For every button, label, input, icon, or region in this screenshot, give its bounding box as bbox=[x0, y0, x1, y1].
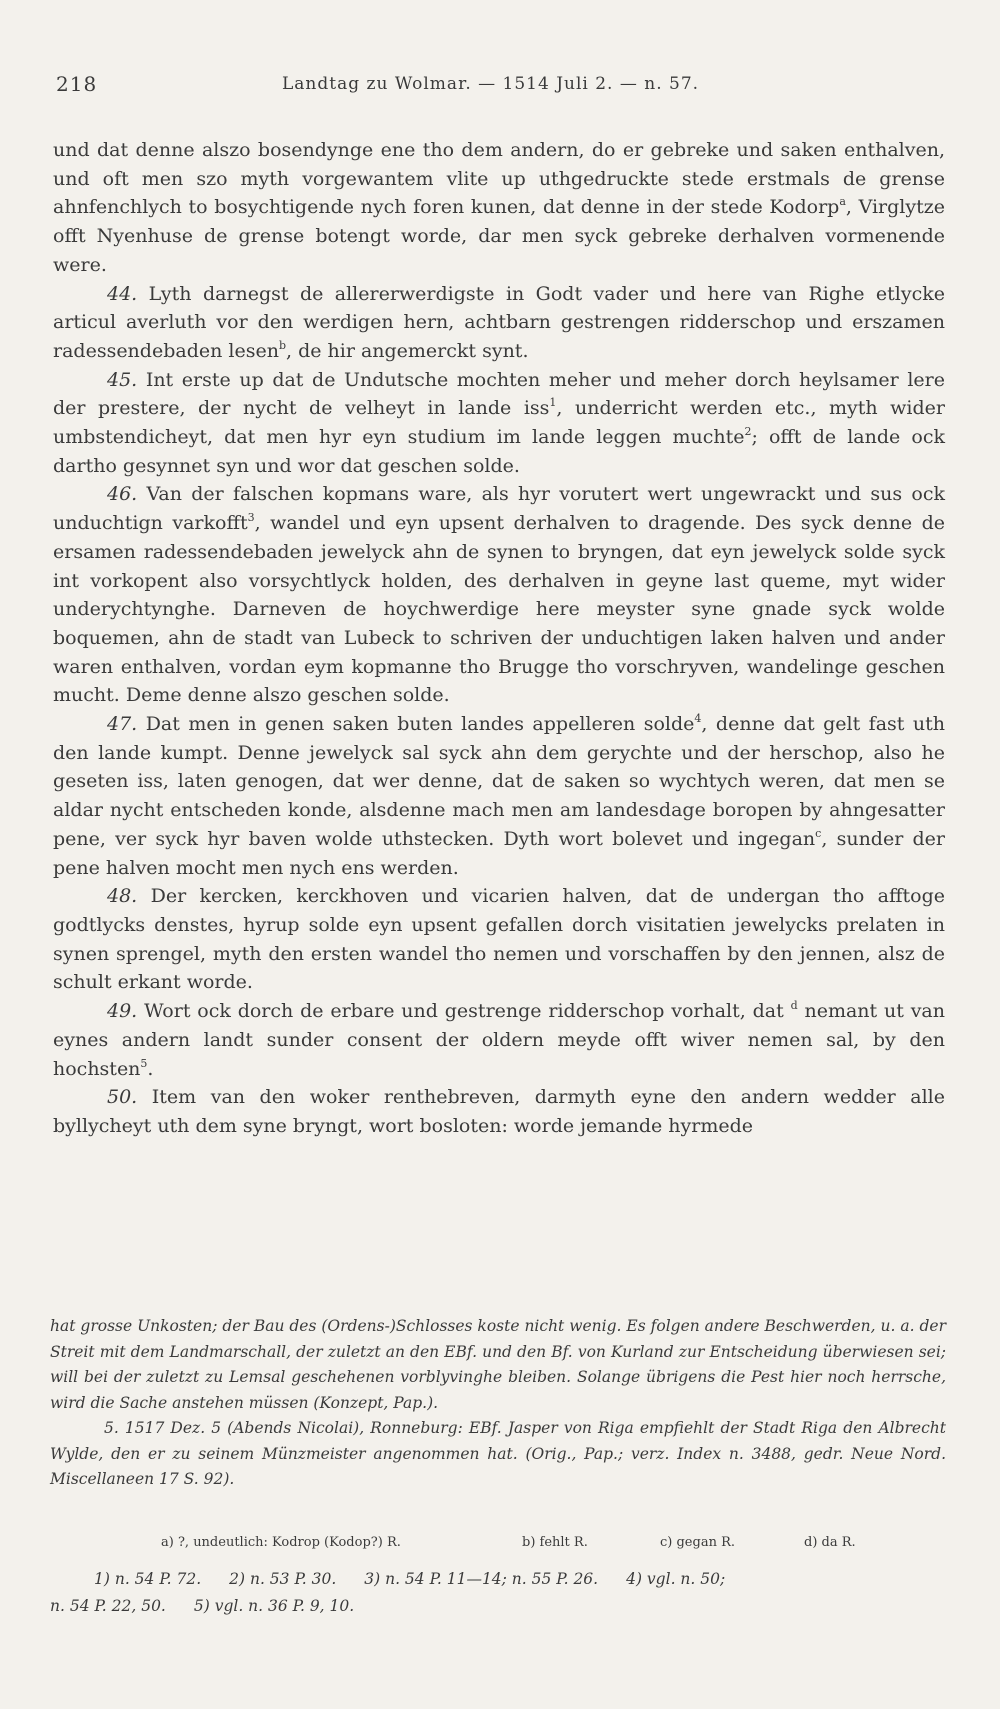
article-number: 49. bbox=[107, 1000, 138, 1023]
editorial-note bbox=[50, 1314, 946, 1493]
apparatus-mark: b bbox=[278, 338, 286, 352]
article-44: 44. Lyth darnegst de allererwerdigste in Godt vader und here van Righe etlycke articul averluth vor den werdigen hern, achtbarn gestrengen ridderschop und erszamen radessendebaden lesen$^b$, de hir angemerckt synt. bbox=[53, 282, 945, 362]
footnote-2: 2) n. 53 P. 30. bbox=[229, 1570, 337, 1588]
footnotes bbox=[50, 1566, 946, 1620]
article-49: 49. Wort ock dorch de erbare und gestrenge ridderschop vorhalt, dat $^d$ nemant ut van eynes andern landt sunder consent der oldern meyde offt wiver nemen sal, by den hochsten$^5$. bbox=[53, 999, 945, 1080]
article-48: 48. Der kercken, kerckhoven und vicarien halven, dat de undergan tho afftoge godtlycks denstes, hyrup solde eyn upsent gefallen dorch visitatien jewelycks prelaten in synen sprengel, myth den ersten wandel tho nemen und vorschaffen by den jennen, alsz de schult erkant worde. bbox=[53, 885, 945, 994]
note-item-5: 5. 1517 Dez. 5 (Abends Nicolai), Ronneburg: EBf. Jasper von Riga empfiehlt der Stadt Riga den Albrecht Wylde, den er zu seinem Münzmeister angenommen hat. (Orig., Pap.; verz. Index n. 3488, gedr. Neue Nord. Miscellaneen 17 S. 92). bbox=[50, 1419, 946, 1488]
intro-paragraph: und dat denne alszo bosendynge ene tho dem andern, do er gebreke und saken enthalven, und oft men szo myth vorgewantem vlite up uthgedruckte stede erstmals de grense ahnfenchlych to bosychtigende nych foren kunen, dat denne in der stede Kodorp$^a$, Virglytze offt Nyenhuse de grense botengt worde, dar men syck gebreke derhalven vormenende were. bbox=[53, 139, 945, 276]
article-number: 50. bbox=[107, 1086, 138, 1109]
article-46: 46. Van der falschen kopmans ware, als hyr vorutert wert ungewrackt und sus ock unduchtign varkofft$^3$, wandel und eyn upsent derhalven to dragende. Des syck denne de ersamen radessendebaden jewelyck ahn de synen to bryngen, dat eyn jewelyck solde syck int vorkopent also vorsychtlyck holden, des derhalven in geyne last queme, myt wider underychtynghe. Darneven de hoychwerdige here meyster syne gnade syck wolde boquemen, ahn de stadt van Lubeck to schriven der unduchtigen laken halven und ander waren enthalven, vordan eym kopmanne tho Brugge tho vorschryven, wandelinge geschen mucht. Deme denne alszo geschen solde. bbox=[53, 483, 945, 707]
footnote-mark: 1 bbox=[549, 396, 557, 410]
note-continuation: hat grosse Unkosten; der Bau des (Ordens-)Schlosses koste nicht wenig. Es folgen andere Beschwerden, u. a. der Streit mit dem Landmarschall, der zuletzt an den EBf. und den Bf. von Kurland zur Entscheidung überwiesen sei; will bei der zuletzt zu Lemsal geschehenen vorblyvinghe bleiben. Solange übrigens die Pest hier noch herrsche, wird die Sache anstehen müssen (Konzept, Pap.). bbox=[50, 1317, 946, 1412]
article-50: 50. Item van den woker renthebreven, darmyth eyne den andern wedder alle byllycheyt uth dem syne bryngt, wort bosloten: worde jemande hyrmede bbox=[53, 1086, 945, 1137]
footnote-3: 3) n. 54 P. 11—14; n. 55 P. 26. bbox=[364, 1570, 599, 1588]
footnote-mark: 3 bbox=[247, 511, 255, 525]
footnote-line-2 bbox=[50, 1593, 946, 1620]
apparatus-note-b: b) fehlt R. bbox=[522, 1535, 588, 1550]
page-number: 218 bbox=[56, 72, 98, 96]
critical-apparatus bbox=[56, 1535, 946, 1557]
apparatus-note-d: d) da R. bbox=[804, 1535, 856, 1550]
article-number: 45. bbox=[107, 368, 138, 391]
article-45: 45. Int erste up dat de Undutsche mochten meher und meher dorch heylsamer lere der prestere, der nycht de velheyt in lande iss$^1$, underricht werden etc., myth wider umbstendicheyt, dat men hyr eyn studium im lande leggen muchte$^2$; offt de lande ock dartho gesynnet syn und wor dat geschen solde. bbox=[53, 368, 945, 477]
page-header bbox=[56, 72, 946, 104]
footnote-1: 1) n. 54 P. 72. bbox=[94, 1570, 202, 1588]
article-47: 47. Dat men in genen saken buten landes appelleren solde$^4$, denne dat gelt fast uth den lande kumpt. Denne jewelyck sal syck ahn dem gerychte und der herschop, also he geseten iss, laten genogen, dat wer denne, dat de saken so wychtych weren, dat men se aldar nycht entscheden konde, alsdenne mach men am landesdage boropen by ahngesatter pene, ver syck hyr baven wolde uthstecken. Dyth wort bolevet und ingegan$^c$, sunder der pene halven mocht men nych ens werden. bbox=[53, 712, 945, 879]
running-title: Landtag zu Wolmar. — 1514 Juli 2. — n. 57. bbox=[282, 74, 700, 94]
footnote-4: 4) vgl. n. 50; bbox=[626, 1570, 726, 1588]
apparatus-mark: a bbox=[839, 195, 846, 209]
apparatus-mark: c bbox=[815, 826, 822, 840]
article-number: 48. bbox=[107, 885, 138, 908]
article-number: 47. bbox=[107, 713, 138, 736]
footnote-mark: 2 bbox=[744, 425, 752, 439]
footnote-mark: 5 bbox=[140, 1056, 148, 1070]
apparatus-note-c: c) gegan R. bbox=[660, 1535, 735, 1550]
footnote-mark: 4 bbox=[694, 712, 702, 726]
main-text bbox=[53, 136, 945, 1141]
footnote-5: 5) vgl. n. 36 P. 9, 10. bbox=[193, 1597, 355, 1615]
article-number: 44. bbox=[107, 282, 138, 305]
apparatus-mark: d bbox=[790, 999, 798, 1013]
footnote-line-1 bbox=[50, 1566, 946, 1593]
apparatus-note-a: a) ?, undeutlich: Kodrop (Kodop?) R. bbox=[161, 1535, 401, 1550]
article-number: 46. bbox=[107, 483, 138, 506]
footnote-4-continuation: n. 54 P. 22, 50. bbox=[50, 1597, 166, 1615]
